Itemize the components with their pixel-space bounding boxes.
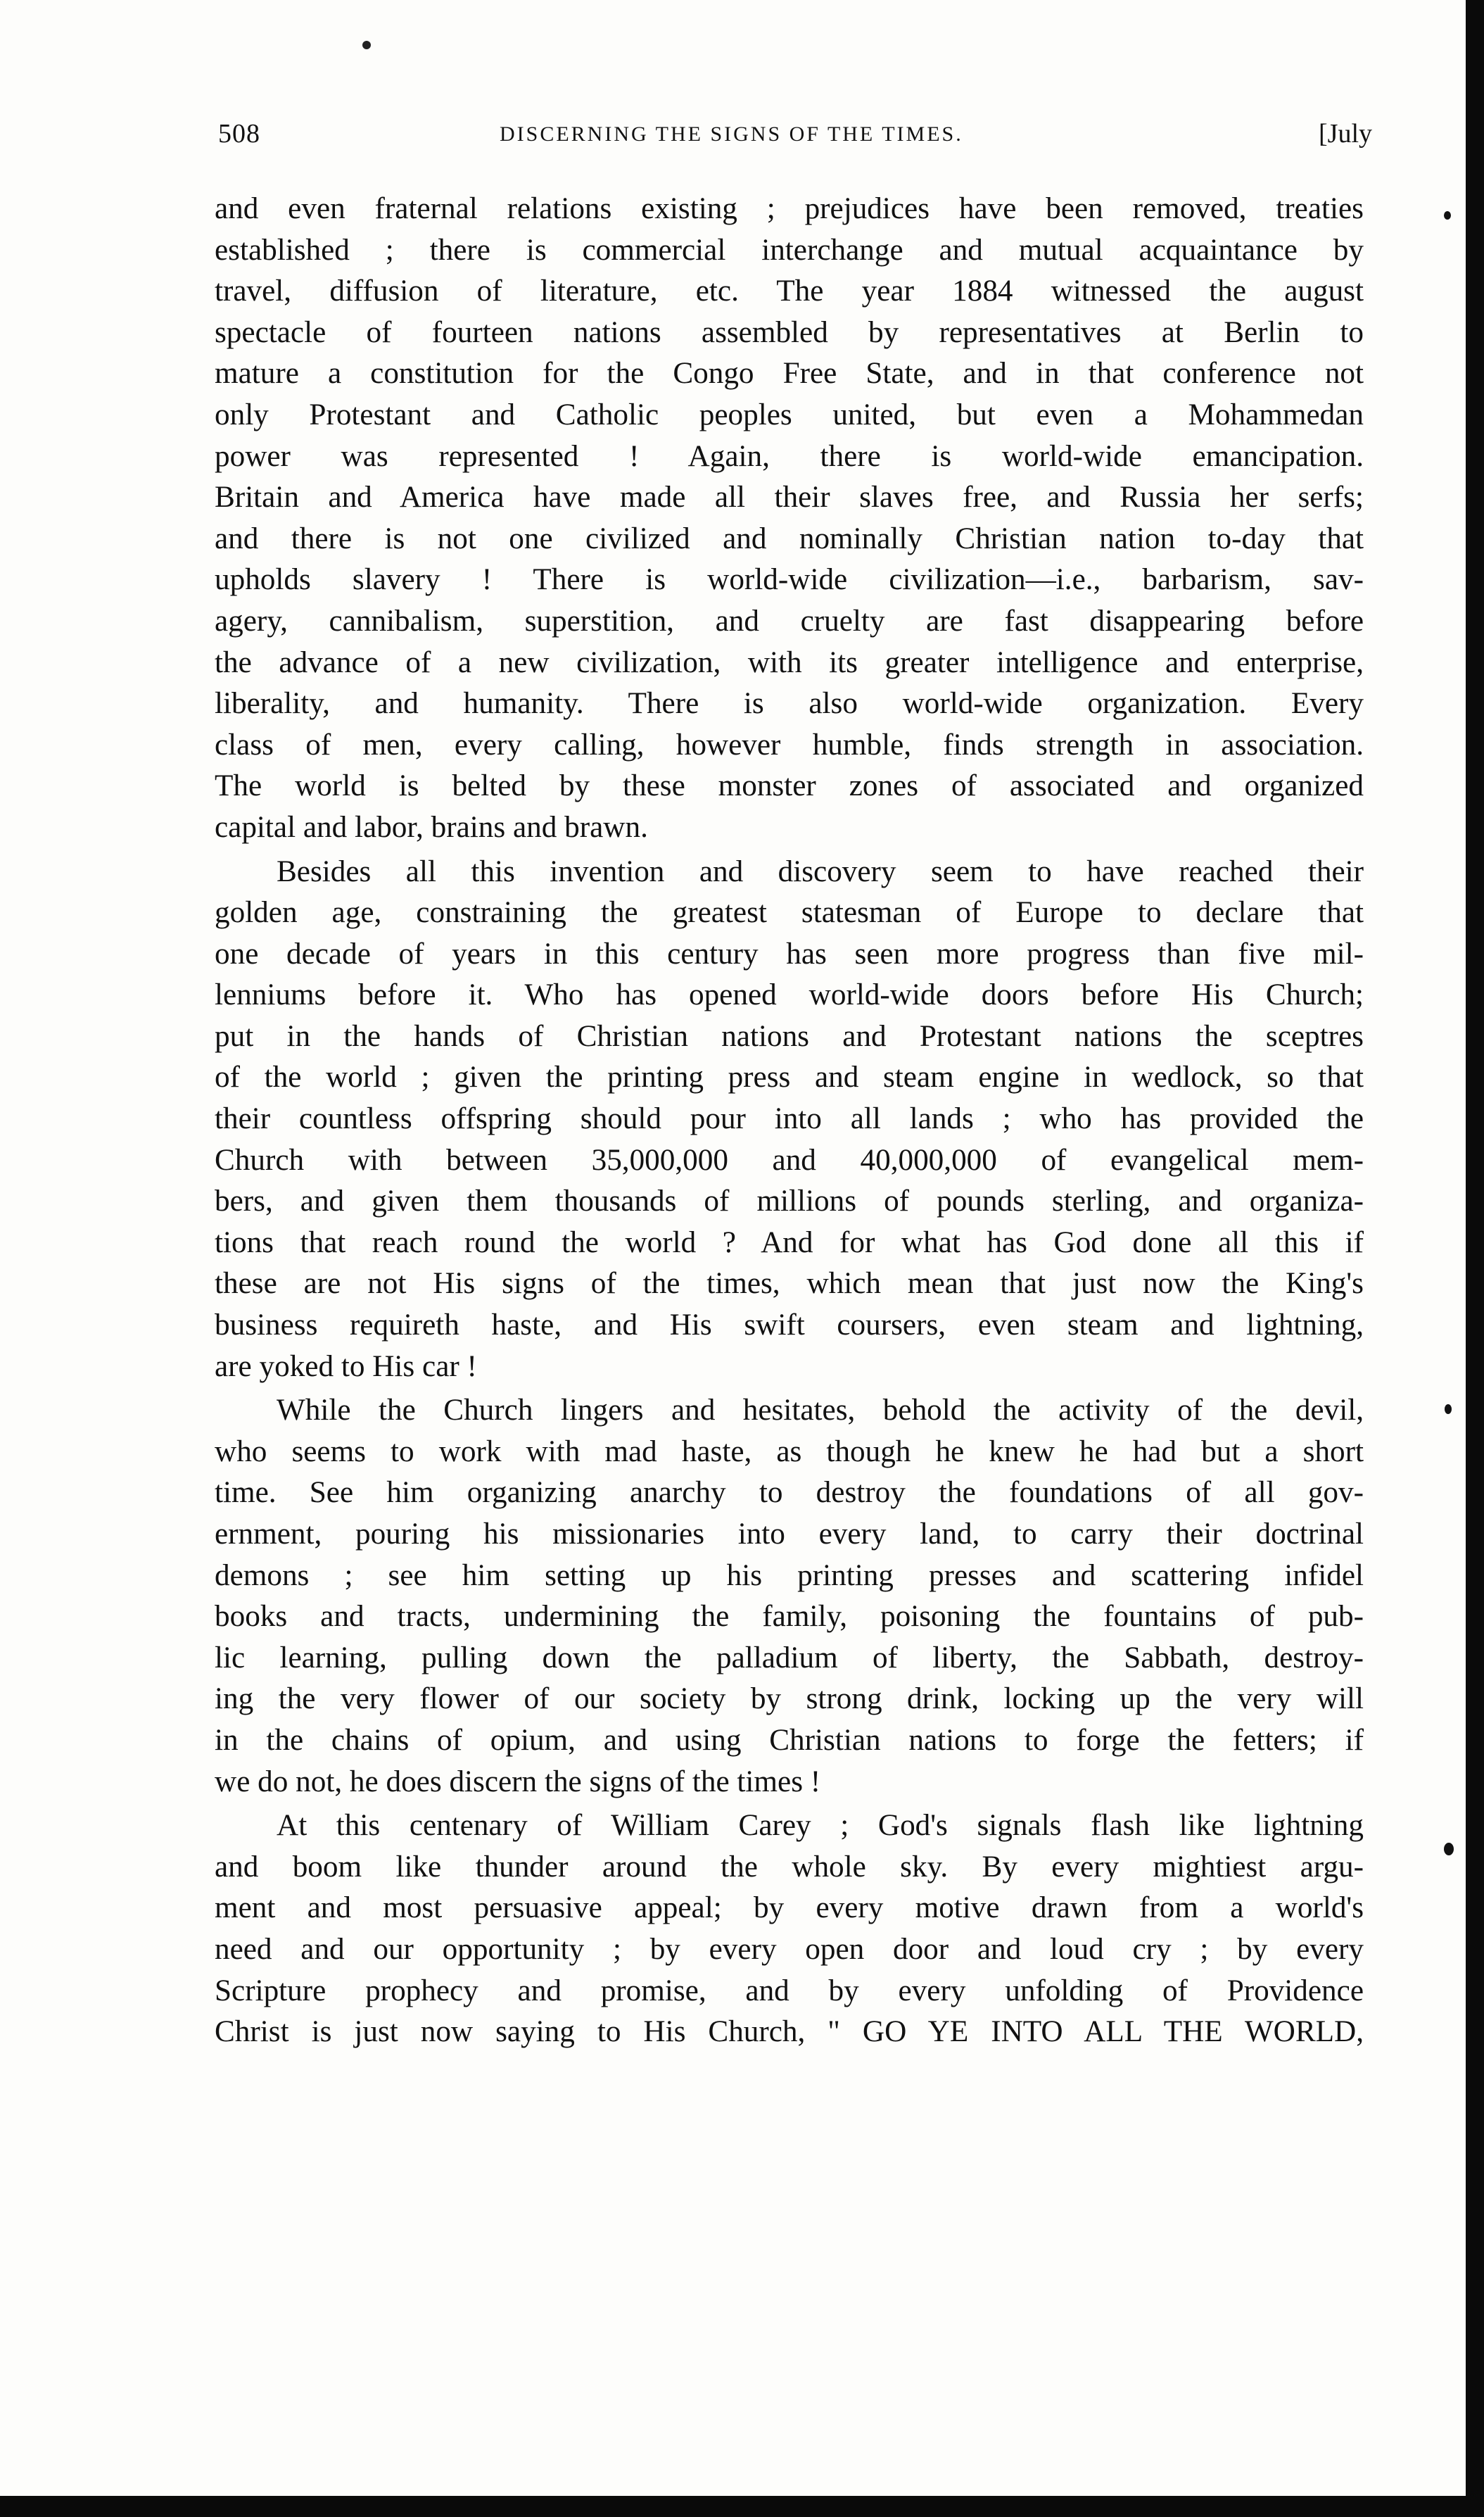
text-line: in the chains of opium, and using Christian nations to forge the fetters; if <box>215 1723 1364 1757</box>
text-line: ing the very flower of our society by strong drink, locking up the very will <box>215 1682 1364 1716</box>
page-number: 508 <box>218 119 260 149</box>
text-line: Britain and America have made all their slaves free, and Russia her serfs; <box>215 481 1364 515</box>
text-line: established ; there is commercial interchange and mutual acquaintance by <box>215 233 1364 267</box>
text-line: demons ; see him setting up his printing presses and scattering infidel <box>215 1558 1364 1592</box>
text-line: the advance of a new civilization, with its greater intelligence and enterprise, <box>215 645 1364 679</box>
text-line: time. See him organizing anarchy to destroy the foundations of all gov- <box>215 1476 1364 1510</box>
text-line: Besides all this invention and discovery seem to have reached their <box>277 854 1364 888</box>
text-line: The world is belted by these monster zones of associated and organized <box>215 769 1364 803</box>
running-title: DISCERNING THE SIGNS OF THE TIMES. <box>500 122 963 146</box>
text-line: lenniums before it. Who has opened world-wide doors before His Church; <box>215 978 1364 1012</box>
text-line: upholds slavery ! There is world-wide civilization—i.e., barbarism, sav- <box>215 563 1364 597</box>
text-line: Church with between 35,000,000 and 40,000,000 of evangelical mem- <box>215 1143 1364 1177</box>
text-line: lic learning, pulling down the palladium of liberty, the Sabbath, destroy- <box>215 1641 1364 1674</box>
body-text <box>215 189 1364 2053</box>
ink-speck <box>362 41 371 49</box>
text-line: who seems to work with mad haste, as though he knew he had but a short <box>215 1434 1364 1468</box>
text-line: While the Church lingers and hesitates, behold the activity of the devil, <box>277 1394 1364 1427</box>
text-line: Christ is just now saying to His Church, " GO YE INTO ALL THE WORLD, <box>215 2015 1364 2049</box>
text-line: capital and labor, brains and brawn. <box>215 810 648 844</box>
paragraph-2 <box>215 852 1364 1388</box>
text-line: one decade of years in this century has seen more progress than five mil- <box>215 937 1364 971</box>
text-line: spectacle of fourteen nations assembled by representatives at Berlin to <box>215 315 1364 349</box>
text-line: mature a constitution for the Congo Free State, and in that conference not <box>215 357 1364 391</box>
text-line: business requireth haste, and His swift coursers, even steam and lightning, <box>215 1308 1364 1342</box>
margin-speck <box>1445 1404 1452 1414</box>
text-line: are yoked to His car ! <box>215 1349 477 1383</box>
text-line: and boom like thunder around the whole sky. By every mightiest argu- <box>215 1850 1364 1884</box>
text-line: only Protestant and Catholic peoples united, but even a Mohammedan <box>215 398 1364 431</box>
running-month: [July <box>1319 119 1372 149</box>
text-line: tions that reach round the world ? And for what has God done all this if <box>215 1225 1364 1259</box>
margin-speck <box>1444 211 1451 220</box>
running-head <box>218 118 1372 160</box>
paragraph-3 <box>215 1390 1364 1803</box>
text-line: we do not, he does discern the signs of the times ! <box>215 1765 821 1798</box>
text-line: books and tracts, undermining the family, poisoning the fountains of pub- <box>215 1600 1364 1634</box>
scan-edge-bottom <box>0 2496 1484 2517</box>
text-line: class of men, every calling, however humble, finds strength in association. <box>215 728 1364 762</box>
text-line: bers, and given them thousands of millions of pounds sterling, and organiza- <box>215 1185 1364 1218</box>
text-line: and even fraternal relations existing ; prejudices have been removed, treaties <box>215 192 1364 225</box>
text-line: their countless offspring should pour into all lands ; who has provided the <box>215 1102 1364 1136</box>
text-line: golden age, constraining the greatest statesman of Europe to declare that <box>215 896 1364 930</box>
text-line: At this centenary of William Carey ; God's signals flash like lightning <box>277 1809 1364 1843</box>
scan-edge-right <box>1466 0 1484 2517</box>
text-line: ment and most persuasive appeal; by every motive drawn from a world's <box>215 1891 1364 1925</box>
margin-speck <box>1444 1843 1454 1855</box>
text-line: put in the hands of Christian nations and Protestant nations the sceptres <box>215 1019 1364 1053</box>
text-line: agery, cannibalism, superstition, and cruelty are fast disappearing before <box>215 604 1364 638</box>
text-line: Scripture prophecy and promise, and by every unfolding of Providence <box>215 1974 1364 2007</box>
text-line: of the world ; given the printing press and steam engine in wedlock, so that <box>215 1061 1364 1095</box>
paragraph-1 <box>215 189 1364 849</box>
text-line: travel, diffusion of literature, etc. The year 1884 witnessed the august <box>215 275 1364 308</box>
text-line: power was represented ! Again, there is world-wide emancipation. <box>215 439 1364 473</box>
text-line: and there is not one civilized and nominally Christian nation to-day that <box>215 522 1364 555</box>
text-line: need and our opportunity ; by every open door and loud cry ; by every <box>215 1932 1364 1966</box>
text-line: liberality, and humanity. There is also world-wide organization. Every <box>215 687 1364 721</box>
text-line: these are not His signs of the times, which mean that just now the King's <box>215 1267 1364 1301</box>
paragraph-4 <box>215 1805 1364 2053</box>
text-line: ernment, pouring his missionaries into every land, to carry their doctrinal <box>215 1518 1364 1551</box>
